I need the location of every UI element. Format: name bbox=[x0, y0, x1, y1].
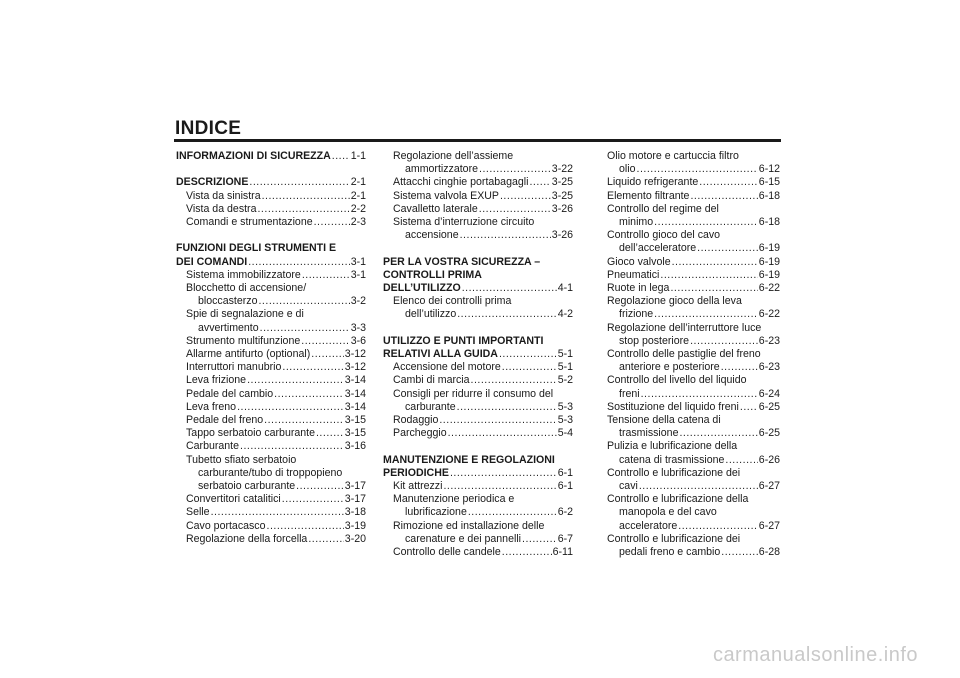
dot-leader bbox=[457, 401, 557, 414]
toc-page-number: 6-1 bbox=[557, 480, 573, 493]
toc-entry-title: freni bbox=[619, 387, 640, 400]
toc-entry-title: lubrificazione bbox=[405, 506, 467, 519]
toc-entry[interactable] bbox=[176, 242, 366, 268]
toc-entry[interactable] bbox=[597, 150, 780, 176]
dot-leader bbox=[641, 388, 758, 401]
toc-entry[interactable] bbox=[597, 269, 780, 282]
toc-entry[interactable] bbox=[597, 295, 780, 321]
toc-entry[interactable] bbox=[383, 256, 573, 296]
dot-leader bbox=[457, 308, 556, 321]
toc-page-number: 3-16 bbox=[344, 440, 366, 453]
dot-leader bbox=[690, 190, 757, 203]
toc-entry[interactable] bbox=[597, 282, 780, 295]
toc-page-number: 2-1 bbox=[350, 176, 366, 189]
toc-entry[interactable] bbox=[597, 414, 780, 440]
toc-entry[interactable] bbox=[383, 546, 573, 559]
dot-leader bbox=[522, 533, 557, 546]
toc-entry-title: Pneumatici bbox=[607, 268, 660, 281]
toc-entry-title: minimo bbox=[619, 216, 654, 229]
toc-page-number: 3-15 bbox=[344, 427, 366, 440]
toc-entry-title: UTILIZZO E PUNTI IMPORTANTI bbox=[383, 334, 544, 347]
toc-entry-title: frizione bbox=[619, 308, 654, 321]
toc-entry-title: cavi bbox=[619, 480, 638, 493]
dot-leader bbox=[699, 176, 758, 189]
toc-column-1 bbox=[176, 150, 366, 546]
toc-entry-title: Vista da destra bbox=[186, 202, 257, 215]
dot-leader bbox=[249, 176, 349, 189]
title-rule bbox=[174, 139, 781, 142]
dot-leader bbox=[740, 401, 758, 414]
toc-entry[interactable] bbox=[176, 269, 366, 282]
toc-entry[interactable] bbox=[176, 203, 366, 216]
toc-entry-title: Elemento filtrante bbox=[607, 189, 690, 202]
toc-entry-title: Interruttori manubrio bbox=[186, 361, 282, 374]
dot-leader bbox=[721, 361, 758, 374]
toc-page-number: 4-1 bbox=[557, 282, 573, 295]
toc-page-number: 6-1 bbox=[557, 466, 573, 479]
toc-entry[interactable] bbox=[176, 176, 366, 189]
toc-entry[interactable] bbox=[597, 401, 780, 414]
dot-leader bbox=[262, 190, 350, 203]
toc-entry[interactable] bbox=[597, 229, 780, 255]
toc-entry-title: pedali freno e cambio bbox=[619, 546, 721, 559]
toc-entry[interactable] bbox=[383, 454, 573, 480]
toc-page-number: 6-25 bbox=[758, 427, 780, 440]
toc-entry[interactable] bbox=[176, 150, 366, 163]
toc-entry[interactable] bbox=[176, 440, 366, 453]
toc-page-number: 5-2 bbox=[557, 374, 573, 387]
toc-entry-title: Tappo serbatoio carburante bbox=[186, 427, 315, 440]
toc-entry-title: avvertimento bbox=[198, 321, 259, 334]
toc-page-number: 2-1 bbox=[350, 189, 366, 202]
toc-entry[interactable] bbox=[383, 374, 573, 387]
toc-entry-title: DELL’UTILIZZO bbox=[383, 282, 461, 295]
toc-entry-title: Regolazione dell’interruttore luce bbox=[607, 321, 762, 334]
toc-page-number: 3-15 bbox=[344, 414, 366, 427]
toc-entry-title: serbatoio carburante bbox=[198, 480, 296, 493]
dot-leader bbox=[302, 269, 350, 282]
toc-page-number: 6-25 bbox=[758, 400, 780, 413]
toc-entry-title: Carburante bbox=[186, 440, 239, 453]
toc-entry-title: Controllo delle pastiglie del freno bbox=[607, 348, 761, 361]
toc-entry-title: Controllo delle candele bbox=[393, 546, 501, 559]
toc-entry[interactable] bbox=[597, 533, 780, 559]
toc-page-number: 6-12 bbox=[758, 163, 780, 176]
toc-page-number: 3-22 bbox=[551, 163, 573, 176]
toc-entry[interactable] bbox=[383, 190, 573, 203]
toc-entry-title: Sistema immobilizzatore bbox=[186, 268, 301, 281]
dot-leader bbox=[260, 322, 350, 335]
toc-entry-title: Attacchi cinghie portabagagli bbox=[393, 176, 529, 189]
toc-entry-title: FUNZIONI DEGLI STRUMENTI E bbox=[176, 242, 337, 255]
toc-entry-title: Regolazione gioco della leva bbox=[607, 295, 742, 308]
toc-entry[interactable] bbox=[176, 520, 366, 533]
toc-entry-title: Pulizia e lubrificazione della bbox=[607, 440, 738, 453]
dot-leader bbox=[697, 242, 758, 255]
toc-entry-title: Allarme antifurto (optional) bbox=[186, 348, 311, 361]
toc-entry[interactable] bbox=[383, 493, 573, 519]
dot-leader bbox=[679, 427, 757, 440]
dot-leader bbox=[332, 150, 350, 163]
toc-entry[interactable] bbox=[597, 190, 780, 203]
toc-entry-title: Parcheggio bbox=[393, 427, 447, 440]
toc-entry[interactable] bbox=[176, 493, 366, 506]
section-spacer bbox=[383, 242, 573, 255]
dot-leader bbox=[499, 348, 557, 361]
toc-entry-title: Strumento multifunzione bbox=[186, 334, 301, 347]
dot-leader bbox=[479, 203, 551, 216]
toc-entry[interactable] bbox=[383, 335, 573, 361]
toc-entry-title: Cavo portacasco bbox=[186, 519, 266, 532]
toc-entry[interactable] bbox=[383, 176, 573, 189]
toc-entry[interactable] bbox=[597, 176, 780, 189]
toc-entry-title: Spie di segnalazione e di bbox=[186, 308, 304, 321]
toc-page-number: 6-22 bbox=[758, 282, 780, 295]
toc-entry[interactable] bbox=[383, 388, 573, 414]
dot-leader bbox=[439, 414, 556, 427]
dot-leader bbox=[240, 440, 344, 453]
toc-entry[interactable] bbox=[176, 190, 366, 203]
toc-entry-title: Controllo e lubrificazione dei bbox=[607, 532, 741, 545]
toc-entry[interactable] bbox=[176, 533, 366, 546]
dot-leader bbox=[257, 203, 349, 216]
toc-page-number: 3-25 bbox=[551, 176, 573, 189]
toc-page-number: 3-1 bbox=[350, 255, 366, 268]
toc-entry-title: Elenco dei controlli prima bbox=[393, 295, 512, 308]
toc-entry[interactable] bbox=[176, 506, 366, 519]
dot-leader bbox=[314, 216, 350, 229]
toc-page-number: 6-23 bbox=[758, 334, 780, 347]
toc-entry[interactable] bbox=[383, 427, 573, 440]
toc-entry-title: carburante/tubo di troppopieno bbox=[198, 466, 343, 479]
dot-leader bbox=[670, 282, 757, 295]
toc-page-number: 3-18 bbox=[344, 506, 366, 519]
toc-entry[interactable] bbox=[176, 308, 366, 334]
dot-leader bbox=[264, 414, 344, 427]
toc-page-number: 3-14 bbox=[344, 400, 366, 413]
dot-leader bbox=[690, 335, 758, 348]
toc-entry-title: manopola e del cavo bbox=[619, 506, 717, 519]
dot-leader bbox=[500, 190, 551, 203]
dot-leader bbox=[460, 229, 551, 242]
toc-page-number: 6-27 bbox=[758, 480, 780, 493]
toc-entry-title: bloccasterzo bbox=[198, 295, 258, 308]
toc-entry-title: Regolazione dell’assieme bbox=[393, 150, 514, 162]
toc-entry-title: Tensione della catena di bbox=[607, 414, 721, 427]
toc-entry-title: Cavalletto laterale bbox=[393, 202, 478, 215]
toc-entry-title: Liquido refrigerante bbox=[607, 176, 699, 189]
dot-leader bbox=[248, 256, 349, 269]
toc-entry-title: DESCRIZIONE bbox=[176, 176, 249, 189]
dot-leader bbox=[237, 401, 344, 414]
toc-page-number: 3-14 bbox=[344, 387, 366, 400]
toc-entry[interactable] bbox=[597, 322, 780, 348]
toc-page-number: 5-3 bbox=[557, 400, 573, 413]
toc-entry[interactable] bbox=[383, 295, 573, 321]
toc-entry[interactable] bbox=[176, 414, 366, 427]
dot-leader bbox=[529, 176, 550, 189]
toc-page-number: 3-17 bbox=[344, 480, 366, 493]
toc-entry[interactable] bbox=[176, 374, 366, 387]
dot-leader bbox=[301, 335, 349, 348]
toc-entry-title: Controllo e lubrificazione dei bbox=[607, 466, 741, 479]
dot-leader bbox=[247, 374, 344, 387]
toc-page-number: 6-19 bbox=[758, 255, 780, 268]
toc-entry-title: Accensione del motore bbox=[393, 361, 501, 374]
toc-entry[interactable] bbox=[597, 256, 780, 269]
toc-entry-title: INFORMAZIONI DI SICUREZZA bbox=[176, 150, 331, 162]
toc-entry-title: Rodaggio bbox=[393, 414, 439, 427]
toc-entry-title: Controllo e lubrificazione della bbox=[607, 493, 749, 506]
toc-entry-title: Gioco valvole bbox=[607, 255, 671, 268]
dot-leader bbox=[274, 388, 344, 401]
toc-entry-title: dell’acceleratore bbox=[619, 242, 697, 255]
toc-page-number: 6-11 bbox=[552, 546, 573, 559]
toc-entry[interactable] bbox=[176, 348, 366, 361]
dot-leader bbox=[282, 361, 343, 374]
toc-page-number: 3-26 bbox=[551, 202, 573, 215]
toc-page-number: 6-22 bbox=[758, 308, 780, 321]
dot-leader bbox=[471, 374, 557, 387]
toc-page-number: 5-1 bbox=[557, 348, 573, 361]
dot-leader bbox=[462, 282, 557, 295]
dot-leader bbox=[660, 269, 757, 282]
toc-page-number: 4-2 bbox=[557, 308, 573, 321]
toc-entry[interactable] bbox=[383, 480, 573, 493]
toc-page-number: 6-18 bbox=[758, 189, 780, 202]
section-spacer bbox=[176, 163, 366, 176]
toc-entry-title: Comandi e strumentazione bbox=[186, 216, 313, 228]
dot-leader bbox=[448, 427, 557, 440]
toc-entry[interactable] bbox=[597, 348, 780, 374]
toc-page-number: 3-25 bbox=[551, 189, 573, 202]
toc-page-number: 3-2 bbox=[350, 295, 366, 308]
toc-entry[interactable] bbox=[176, 282, 366, 308]
dot-leader bbox=[443, 480, 556, 493]
toc-entry-title: accensione bbox=[405, 229, 459, 242]
toc-page-number: 3-26 bbox=[551, 229, 573, 242]
section-spacer bbox=[383, 322, 573, 335]
dot-leader bbox=[654, 308, 758, 321]
toc-page-number: 6-18 bbox=[758, 216, 780, 229]
toc-entry-title: Rimozione ed installazione delle bbox=[393, 519, 545, 532]
toc-entry[interactable] bbox=[597, 440, 780, 466]
toc-page-number: 5-3 bbox=[557, 414, 573, 427]
toc-entry[interactable] bbox=[597, 203, 780, 229]
toc-entry[interactable] bbox=[176, 454, 366, 494]
toc-page-number: 6-26 bbox=[758, 453, 780, 466]
section-spacer bbox=[176, 229, 366, 242]
toc-entry-title: Olio motore e cartuccia filtro bbox=[607, 150, 739, 162]
toc-page-number: 6-7 bbox=[557, 532, 573, 545]
dot-leader bbox=[479, 163, 551, 176]
toc-page-number: 3-20 bbox=[344, 532, 366, 545]
toc-entry-title: Controllo del livello del liquido bbox=[607, 374, 747, 387]
toc-page-number: 5-1 bbox=[557, 361, 573, 374]
dot-leader bbox=[468, 506, 557, 519]
toc-entry[interactable] bbox=[383, 520, 573, 546]
toc-entry[interactable] bbox=[176, 401, 366, 414]
toc-page-number: 2-2 bbox=[350, 202, 366, 215]
toc-page-number: 3-1 bbox=[350, 268, 366, 281]
toc-page-number: 3-14 bbox=[344, 374, 366, 387]
toc-page-number: 3-12 bbox=[344, 361, 366, 374]
dot-leader bbox=[721, 546, 758, 559]
toc-page-number: 3-12 bbox=[344, 348, 366, 361]
toc-entry-title: Cambi di marcia bbox=[393, 374, 470, 387]
toc-page-number: 6-24 bbox=[758, 387, 780, 400]
toc-entry-title: DEI COMANDI bbox=[176, 255, 248, 268]
toc-entry[interactable] bbox=[383, 216, 573, 242]
dot-leader bbox=[316, 427, 344, 440]
dot-leader bbox=[267, 520, 344, 533]
dot-leader bbox=[672, 256, 758, 269]
toc-entry-title: Controllo gioco del cavo bbox=[607, 229, 721, 242]
toc-entry-title: carenature e dei pannelli bbox=[405, 532, 522, 545]
toc-page-number: 6-23 bbox=[758, 361, 780, 374]
toc-entry-title: Kit attrezzi bbox=[393, 480, 443, 493]
toc-entry-title: MANUTENZIONE E REGOLAZIONI bbox=[383, 453, 555, 466]
toc-entry-title: Leva freno bbox=[186, 400, 237, 413]
dot-leader bbox=[637, 163, 758, 176]
toc-page-number: 3-17 bbox=[344, 493, 366, 506]
toc-entry-title: Leva frizione bbox=[186, 374, 247, 387]
toc-entry[interactable] bbox=[383, 203, 573, 216]
toc-entry-title: Sistema d’interruzione circuito bbox=[393, 216, 535, 229]
toc-entry[interactable] bbox=[597, 467, 780, 493]
toc-entry-title: Controllo del regime del bbox=[607, 202, 719, 215]
toc-page-number: 3-19 bbox=[344, 519, 366, 532]
toc-entry-title: trasmissione bbox=[619, 427, 679, 440]
toc-page-number: 6-27 bbox=[758, 519, 780, 532]
toc-entry-title: PER LA VOSTRA SICUREZZA – bbox=[383, 255, 541, 268]
toc-entry[interactable] bbox=[383, 361, 573, 374]
toc-page-number: 6-2 bbox=[557, 506, 573, 519]
toc-entry-title: Consigli per ridurre il consumo del bbox=[393, 387, 554, 400]
dot-leader bbox=[308, 533, 343, 546]
toc-page-number: 6-15 bbox=[758, 176, 780, 189]
dot-leader bbox=[211, 506, 344, 519]
toc-page-number: 6-19 bbox=[758, 268, 780, 281]
toc-entry-title: Selle bbox=[186, 506, 210, 519]
toc-entry-title: Sistema valvola EXUP bbox=[393, 189, 499, 202]
toc-entry-title: olio bbox=[619, 163, 636, 176]
toc-entry-title: anteriore e posteriore bbox=[619, 361, 720, 374]
page-title: INDICE bbox=[175, 118, 242, 139]
dot-leader bbox=[639, 480, 758, 493]
toc-entry[interactable] bbox=[176, 361, 366, 374]
toc-entry[interactable] bbox=[383, 150, 573, 176]
toc-entry[interactable] bbox=[597, 374, 780, 400]
toc-page-number: 3-3 bbox=[350, 321, 366, 334]
dot-leader bbox=[296, 480, 344, 493]
toc-page-number: 5-4 bbox=[557, 427, 573, 440]
section-spacer bbox=[383, 440, 573, 453]
toc-entry-title: dell’utilizzo bbox=[405, 308, 457, 321]
toc-entry-title: Regolazione della forcella bbox=[186, 532, 308, 545]
toc-entry-title: Vista da sinistra bbox=[186, 189, 261, 202]
dot-leader bbox=[502, 546, 552, 559]
toc-entry[interactable] bbox=[176, 335, 366, 348]
dot-leader bbox=[725, 454, 757, 467]
toc-entry-title: PERIODICHE bbox=[383, 466, 449, 479]
toc-page-number: 3-6 bbox=[350, 334, 366, 347]
toc-page-number: 2-3 bbox=[350, 216, 366, 228]
toc-entry[interactable] bbox=[597, 493, 780, 533]
dot-leader bbox=[450, 467, 557, 480]
toc-column-3 bbox=[597, 150, 780, 559]
toc-entry-title: Sostituzione del liquido freni bbox=[607, 400, 739, 413]
dot-leader bbox=[654, 216, 758, 229]
toc-entry-title: Convertitori catalitici bbox=[186, 493, 281, 506]
toc-entry-title: Ruote in lega bbox=[607, 282, 670, 295]
toc-entry-title: Pedale del cambio bbox=[186, 387, 274, 400]
toc-entry-title: RELATIVI ALLA GUIDA bbox=[383, 348, 498, 361]
toc-column-2 bbox=[383, 150, 573, 559]
toc-entry[interactable] bbox=[176, 388, 366, 401]
toc-entry-title: stop posteriore bbox=[619, 334, 690, 347]
toc-entry-title: Tubetto sfiato serbatoio bbox=[186, 453, 297, 466]
dot-leader bbox=[311, 348, 344, 361]
toc-entry-title: catena di trasmissione bbox=[619, 453, 725, 466]
watermark-footer: carmanualsonline.info bbox=[712, 644, 918, 666]
toc-entry[interactable] bbox=[383, 414, 573, 427]
toc-entry[interactable] bbox=[176, 427, 366, 440]
dot-leader bbox=[282, 493, 344, 506]
dot-leader bbox=[258, 295, 349, 308]
toc-entry[interactable] bbox=[176, 216, 366, 229]
toc-entry-title: carburante bbox=[405, 400, 456, 413]
toc-page-number: 6-28 bbox=[758, 546, 780, 559]
dot-leader bbox=[502, 361, 557, 374]
toc-entry-title: Blocchetto di accensione/ bbox=[186, 282, 307, 294]
toc-page-number: 6-19 bbox=[758, 242, 780, 255]
dot-leader bbox=[678, 520, 758, 533]
toc-entry-title: Manutenzione periodica e bbox=[393, 493, 515, 506]
toc-entry-title: Pedale del freno bbox=[186, 414, 264, 427]
toc-entry-title: ammortizzatore bbox=[405, 163, 478, 176]
toc-entry-title: CONTROLLI PRIMA bbox=[383, 268, 482, 281]
toc-page-number: 1-1 bbox=[350, 150, 366, 162]
toc-entry-title: acceleratore bbox=[619, 519, 678, 532]
